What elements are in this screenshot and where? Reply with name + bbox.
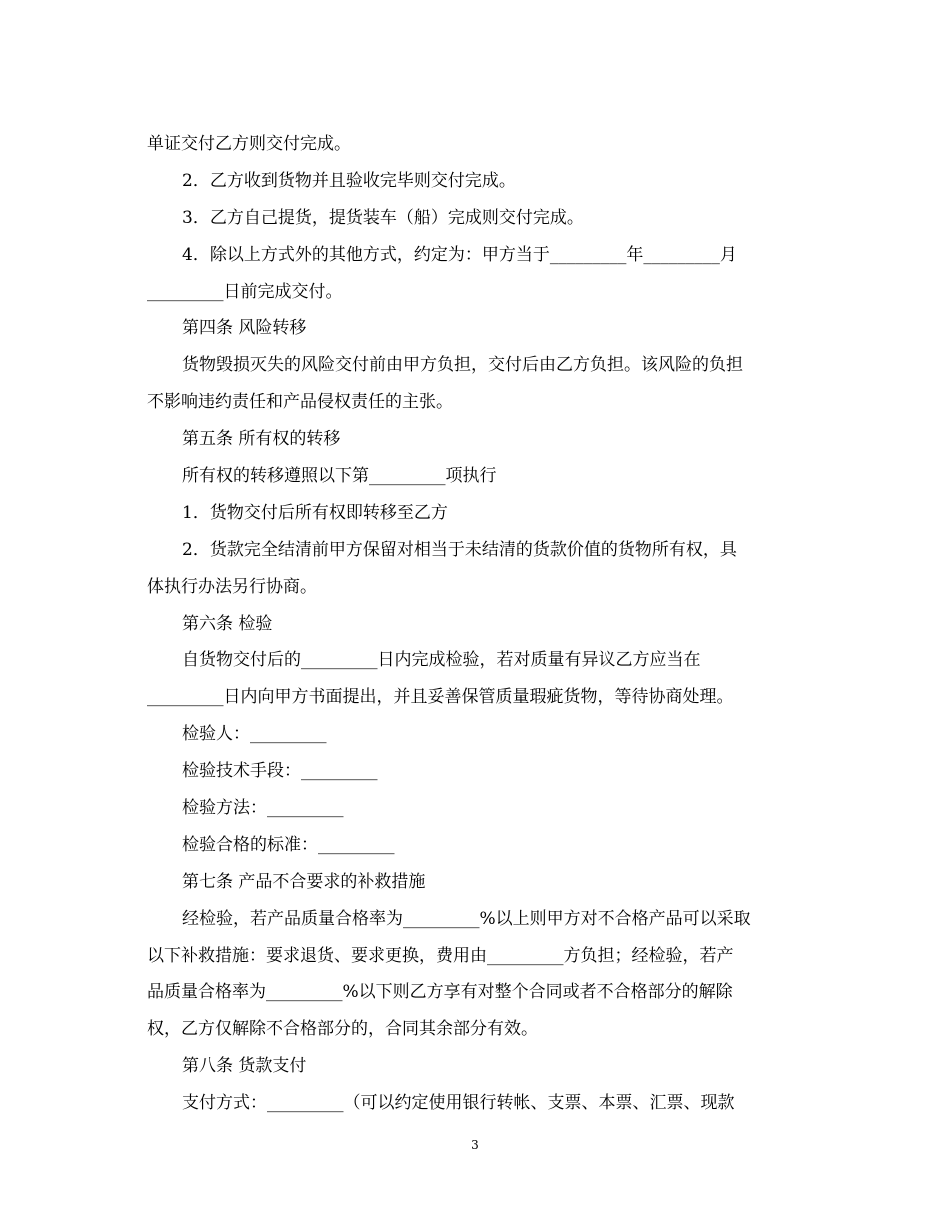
text-line: 检验方法：_________ (182, 798, 344, 819)
text-line: 1．货物交付后所有权即转移至乙方 (182, 502, 448, 523)
text-line: 第六条 检验 (182, 613, 273, 634)
text-line: 所有权的转移遵照以下第_________项执行 (182, 466, 497, 487)
text-line: 品质量合格率为_________%以下则乙方享有对整个合同或者不合格部分的解除 (147, 982, 733, 1003)
text-line: 支付方式：_________（可以约定使用银行转帐、支票、本票、汇票、现款 (182, 1093, 735, 1114)
text-line: 单证交付乙方则交付完成。 (147, 134, 351, 154)
text-line: _________日内向甲方书面提出，并且妥善保管质量瑕疵货物，等待协商处理。 (147, 687, 734, 708)
text-line: 3．乙方自己提货，提货装车（船）完成则交付完成。 (182, 207, 584, 228)
text-line: 不影响违约责任和产品侵权责任的主张。 (147, 392, 453, 413)
text-line: 2．货款完全结清前甲方保留对相当于未结清的货款价值的货物所有权，具 (182, 539, 737, 560)
page-number: 3 (471, 1138, 479, 1152)
text-line: _________日前完成交付。 (147, 281, 343, 302)
text-line: 以下补救措施：要求退货、要求更换，费用由_________方负担；经检验，若产 (147, 945, 734, 966)
text-line: 第七条 产品不合要求的补救措施 (182, 871, 426, 892)
text-line: 4．除以上方式外的其他方式，约定为：甲方当于_________年_________月 (182, 244, 737, 265)
text-line: 第五条 所有权的转移 (182, 429, 341, 450)
text-line: 自货物交付后的_________日内完成检验，若对质量有异议乙方应当在 (182, 650, 701, 671)
text-line: 第四条 风险转移 (182, 318, 307, 339)
text-line: 检验技术手段：_________ (182, 761, 378, 782)
text-line: 权，乙方仅解除不合格部分的，合同其余部分有效。 (147, 1019, 538, 1040)
text-line: 经检验，若产品质量合格率为_________%以上则甲方对不合格产品可以采取 (182, 908, 751, 929)
text-line: 检验人：_________ (182, 724, 327, 745)
text-line: 第八条 货款支付 (182, 1056, 307, 1077)
text-line: 体执行办法另行协商。 (147, 576, 317, 597)
text-line: 货物毁损灭失的风险交付前由甲方负担，交付后由乙方负担。该风险的负担 (182, 355, 743, 376)
contract-body-text (147, 126, 807, 1122)
text-line: 检验合格的标准：_________ (182, 834, 395, 855)
text-line: 2．乙方收到货物并且验收完毕则交付完成。 (182, 170, 516, 191)
